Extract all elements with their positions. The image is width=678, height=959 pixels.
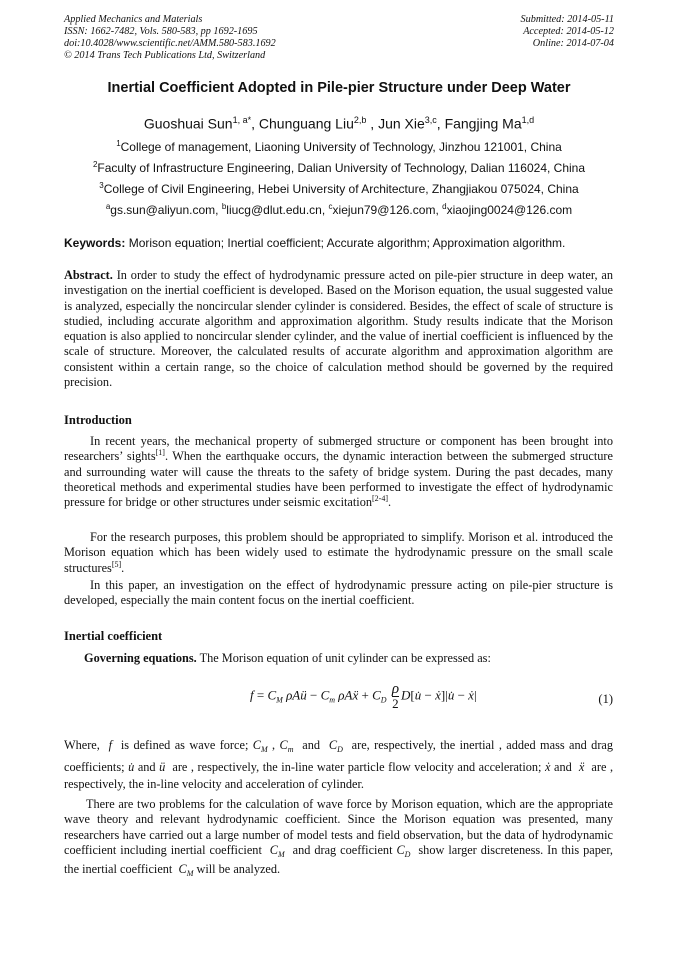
keywords-label: Keywords: [64, 236, 126, 250]
email-mark: b [221, 202, 227, 211]
text-run: and [137, 759, 156, 774]
affiliation [0, 160, 678, 175]
abstract-text: In order to study the effect of hydrodynamic pressure acted on pile-pier structure in deep water, an investigation on the inertial coefficient is developed. Based on the Morison equation, the usual suggested value is analyzed, especially the noncircular slender cylinder is considered. Besides, the effect of scale of structure is studied, including accurate algorithm and approximation algorithm. Study results indicate that the Morison equation is also applied to noncircular slender cylinder, and the value of inertial coefficient is influenced by the scale of structure. Moreover, the calculated results of accurate algorithm and approximation algorithm are consistent within a certain range, so the choice of calculation method should be governed by the required precision. [64, 268, 613, 390]
keywords-text: Morison equation; Inertial coefficient; Accurate algorithm; Approximation algorithm. [128, 236, 566, 250]
text-run: There are two problems for the calculation of wave force by Morison equation, which are the appropriate wave theory and relevant hydrodynamic coefficient. Since the Morison equation was presented, many researchers have carried out a large number of model tests and field observation, but the data of hydrodynamic coefficient including inertial coefficient [64, 797, 613, 857]
text-run: are , respectively, the in-line water particle flow velocity and acceleration; [172, 759, 542, 774]
email-mark: d [442, 202, 447, 211]
abstract [64, 268, 613, 390]
author-affil-mark: 1,d [521, 115, 535, 125]
citation[interactable]: [1] [155, 448, 165, 458]
author-name: Jun Xie [378, 115, 425, 132]
intro-paragraph-3: In this paper, an investigation on the effect of hydrodynamic pressure acting on pile-pier structure is developed, especially the main content focus on the inertial coefficient. [64, 578, 613, 608]
author-name: Guoshuai Sun [143, 115, 233, 132]
subsection-label: Governing equations. [84, 651, 197, 665]
affiliation [0, 139, 678, 154]
doi: doi:10.4028/www.scientific.net/AMM.580-583.1692 [64, 38, 276, 49]
email-mark: a [105, 202, 111, 211]
text-run: The Morison equation of unit cylinder can be expressed as: [196, 651, 491, 665]
publication-dates [521, 14, 614, 50]
affil-mark: 2 [92, 160, 98, 169]
section-heading-introduction: Introduction [64, 413, 132, 427]
morison-equation [250, 680, 613, 724]
citation[interactable]: [2-4] [372, 494, 389, 504]
author-list: Guoshuai Sun$^{1, a*}$, Chunguang Liu$^{2,b}$ , Jun Xie$^{3,c}$, Fangjing Ma$^{1,d}$ [143, 115, 535, 132]
author-name: Chunguang Liu [258, 115, 354, 132]
inertial-paragraph-2: There are two problems for the calculation of wave force by Morison equation, which are the appropriate wave theory and relevant hydrodynamic coefficient. Since the Morison equation was presented, many researchers have carried out a large number of model tests and field observation, but the data of hydrodynamic coefficient including inertial coefficient $C_M$ and drag coefficient $C_D$ show larger discreteness. In this paper, the inertial coefficient $C_M$ will be analyzed. [64, 797, 614, 879]
email-link[interactable]: xiaojing0024@126.com [446, 203, 573, 217]
text-run: and [302, 738, 321, 752]
accepted-date: Accepted: 2014-05-12 [523, 26, 614, 37]
text-run: and [554, 759, 572, 774]
affiliation [0, 181, 678, 196]
issn: ISSN: 1662-7482, Vols. 580-583, pp 1692-1695 [64, 26, 258, 37]
text-run: . [121, 560, 125, 575]
affil-mark: 1 [116, 139, 121, 148]
text-run: will be analyzed. [196, 862, 281, 877]
keywords [64, 236, 624, 250]
text-run: show larger discreteness. In this paper, the inertial coefficient [64, 842, 614, 877]
copyright: © 2014 Trans Tech Publications Ltd, Switzerland [64, 50, 266, 61]
text-run: is defined as wave force; [120, 738, 249, 752]
abstract-label: Abstract. [64, 268, 113, 282]
intro-paragraph-2 [64, 530, 613, 576]
email-link[interactable]: liucg@dlut.edu.cn, [226, 203, 329, 217]
affil-mark: 3 [99, 181, 104, 190]
author-affil-mark: 1, a* [232, 115, 252, 125]
email-link[interactable]: xiejun79@126.com, [332, 203, 443, 217]
equation-number: (1) [598, 692, 613, 706]
submitted-date: Submitted: 2014-05-11 [520, 14, 614, 25]
text-run: . [388, 495, 392, 510]
citation[interactable]: [5] [111, 559, 122, 569]
paper-title: Inertial Coefficient Adopted in Pile-pier Structure under Deep Water [107, 80, 571, 96]
text-run: In recent years, the mechanical property of submerged structure or component has been brought into researchers’ sights [64, 434, 613, 464]
where-paragraph: Where, f is defined as wave force; $C_M$ , $C_m$ and $C_D$ are, respectively, the inertial , added mass and drag coefficients; u̇ and ü are , respectively, the in-line water particle flow velocity and acceleration; ẋ and ẍ are , respectively, the in-line velocity and acceleration of cylinder. [64, 738, 614, 791]
author-name: Fangjing Ma [444, 115, 522, 132]
text-run: For the research purposes, this problem should be appropriated to simplify. Morison et al. introduced the Morison equation which has been widely used to estimate the hydrodynamic pressure on the small scale structures [64, 530, 613, 575]
intro-paragraph-1 [64, 434, 613, 510]
journal-info [64, 14, 276, 62]
author-affil-mark: 2,b [353, 115, 367, 125]
online-date: Online: 2014-07-04 [532, 38, 614, 49]
governing-equations-paragraph [64, 651, 613, 666]
text-run: . When the earthquake occurs, the dynamic interaction between the submerged structure and surrounding water will cause the threats to the safety of bridge system. During the past decades, many theoretical methods and experimental studies have been performed to investigate the effect of hydrodynamic pressure for bridge or other structures under seismic excitation [64, 449, 613, 510]
affil-text: Faculty of Infrastructure Engineering, Dalian University of Technology, Dalian 116024, China [97, 161, 586, 175]
email-mark: c [328, 202, 333, 211]
equation-body: $f = C_M$ ρAü − $C_m$ ρAẍ + $C_D$ $\frac{\rho}{2}$ D[u̇ − ẋ]|u̇ − ẋ| [250, 681, 477, 711]
email-link[interactable]: gs.sun@aliyun.com, [110, 203, 222, 217]
text-run: are , respectively, the in-line velocity and acceleration of cylinder. [64, 759, 614, 791]
text-run: are, respectively, the inertial , added mass and drag coefficients; [64, 738, 614, 774]
affil-text: College of Civil Engineering, Hebei University of Architecture, Zhangjiakou 075024, China [103, 182, 579, 196]
text-run: and drag coefficient [292, 842, 393, 857]
text-run: Where, [64, 738, 100, 752]
journal-name: Applied Mechanics and Materials [64, 14, 203, 25]
author-affil-mark: 3,c [424, 115, 437, 125]
affil-text: College of management, Liaoning University of Technology, Jinzhou 121001, China [120, 140, 562, 154]
section-heading-inertial-coefficient: Inertial coefficient [64, 629, 163, 643]
email-list [0, 202, 678, 217]
